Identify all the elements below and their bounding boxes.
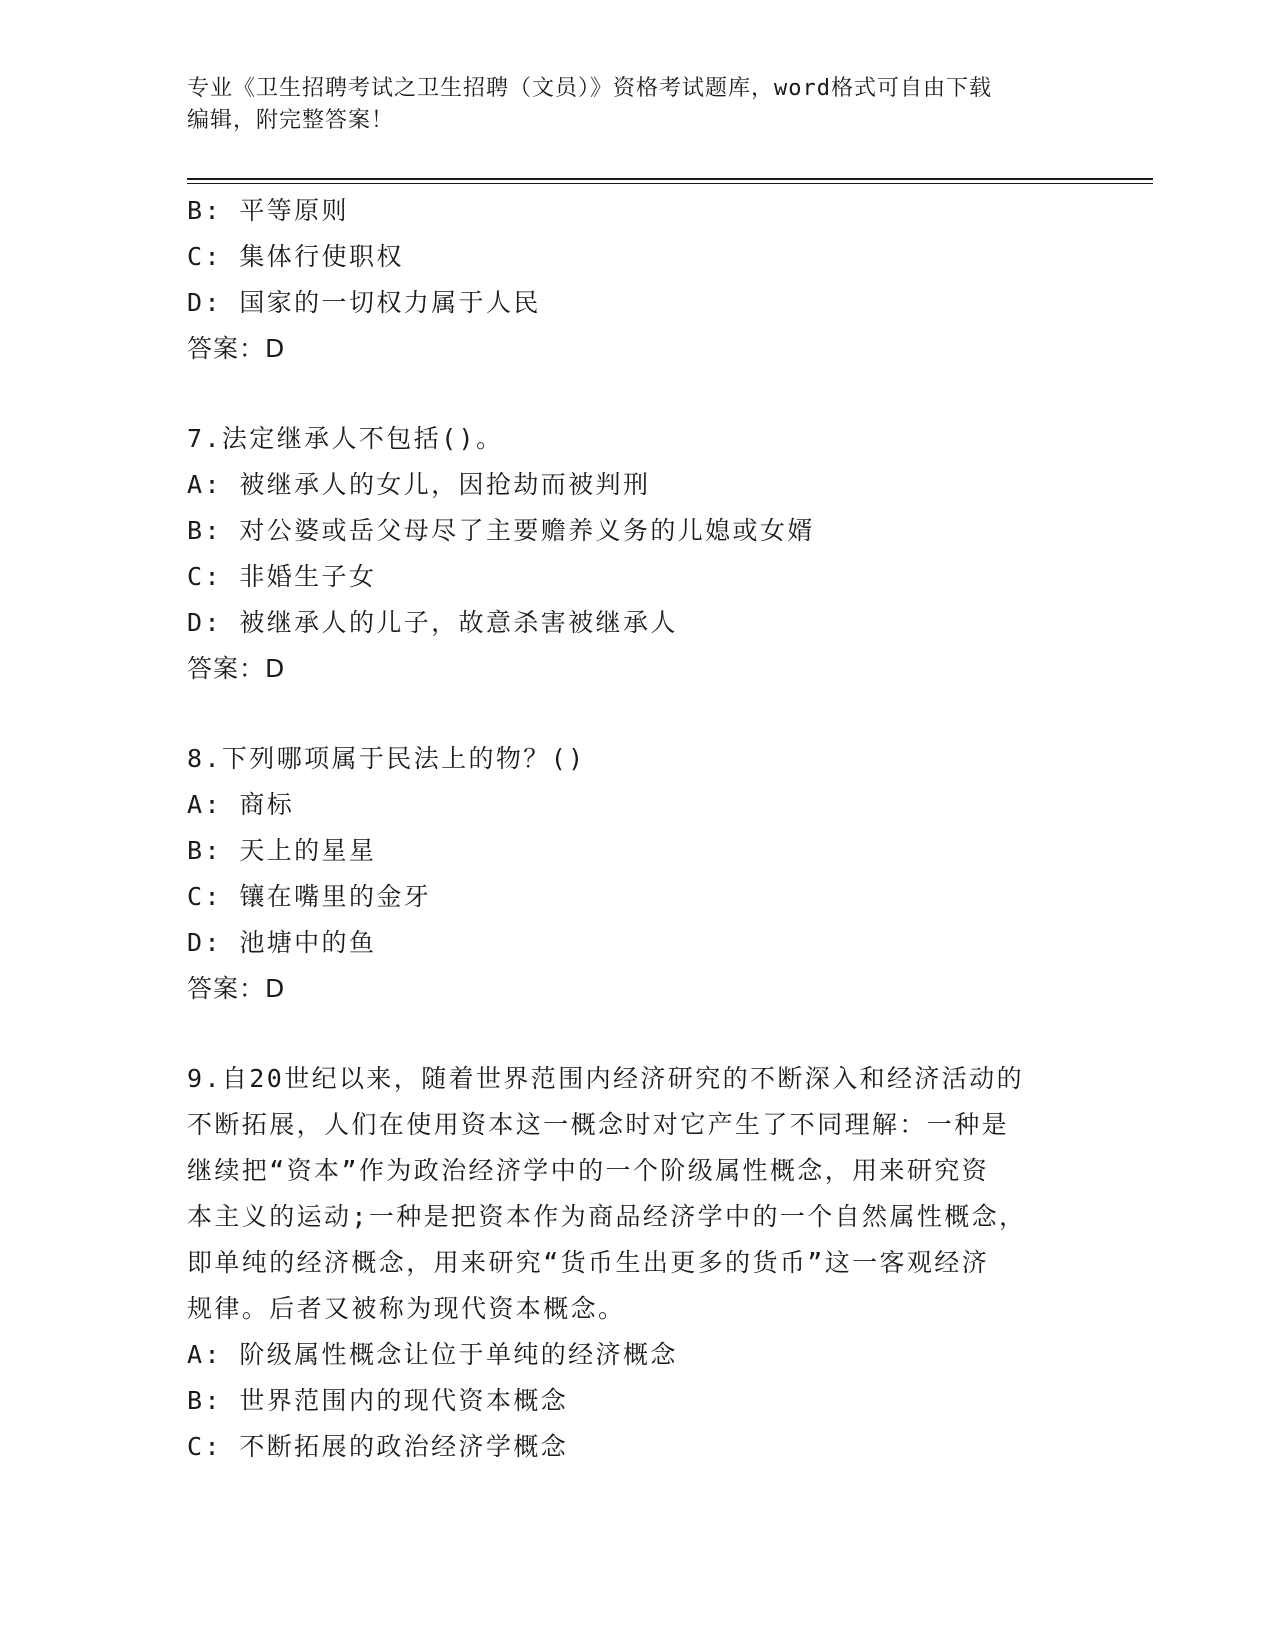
q9-question [187, 1056, 1087, 1332]
q7-option-d: D: 被继承人的儿子，故意杀害被继承人 [187, 608, 678, 637]
q9-question-line: 继续把“资本”作为政治经济学中的一个阶级属性概念，用来研究资 [187, 1156, 990, 1185]
q9-question-line: 规律。后者又被称为现代资本概念。 [187, 1294, 626, 1323]
q7-answer: 答案：D [187, 654, 286, 683]
q9-question-line: 不断拓展，人们在使用资本这一概念时对它产生了不同理解：一种是 [187, 1110, 1010, 1139]
q6-option-c: C: 集体行使职权 [187, 242, 404, 271]
header-line-1: 专业《卫生招聘考试之卫生招聘（文员）》资格考试题库，word格式可自由下载 [187, 76, 992, 101]
q8-option-b: B: 天上的星星 [187, 836, 377, 865]
q7-option-c: C: 非婚生子女 [187, 562, 377, 591]
q9-question-line: 本主义的运动;一种是把资本作为商品经济学中的一个自然属性概念， [187, 1202, 1027, 1231]
question-list [187, 188, 1087, 1470]
q6-option-d: D: 国家的一切权力属于人民 [187, 288, 541, 317]
question-8 [187, 736, 1087, 1012]
q9-option-b: B: 世界范围内的现代资本概念 [187, 1386, 569, 1415]
spacer [187, 1012, 1087, 1056]
q8-option-a: A: 商标 [187, 790, 295, 819]
q8-option-c: C: 镶在嘴里的金牙 [187, 882, 432, 911]
q9-question-line: 即单纯的经济概念，用来研究“货币生出更多的货币”这一客观经济 [187, 1248, 990, 1277]
q9-question-line: 9.自20世纪以来，随着世界范围内经济研究的不断深入和经济活动的 [187, 1064, 1025, 1093]
q7-option-b: B: 对公婆或岳父母尽了主要赡养义务的儿媳或女婿 [187, 516, 815, 545]
header-divider [187, 178, 1153, 180]
question-7 [187, 416, 1087, 692]
q6-answer: 答案：D [187, 334, 286, 363]
document-header [187, 73, 1087, 137]
header-line-2: 编辑，附完整答案！ [187, 108, 395, 133]
q8-answer: 答案：D [187, 974, 286, 1003]
q6-option-b: B: 平等原则 [187, 196, 349, 225]
spacer [187, 692, 1087, 736]
q8-option-d: D: 池塘中的鱼 [187, 928, 377, 957]
question-6 [187, 188, 1087, 372]
spacer [187, 372, 1087, 416]
question-9 [187, 1056, 1087, 1470]
q9-option-c: C: 不断拓展的政治经济学概念 [187, 1432, 569, 1461]
header-divider-thin [187, 183, 1153, 184]
q7-option-a: A: 被继承人的女儿，因抢劫而被判刑 [187, 470, 651, 499]
q9-option-a: A: 阶级属性概念让位于单纯的经济概念 [187, 1340, 678, 1369]
q8-question: 8.下列哪项属于民法上的物？() [187, 744, 586, 773]
q7-question: 7.法定继承人不包括()。 [187, 424, 504, 453]
